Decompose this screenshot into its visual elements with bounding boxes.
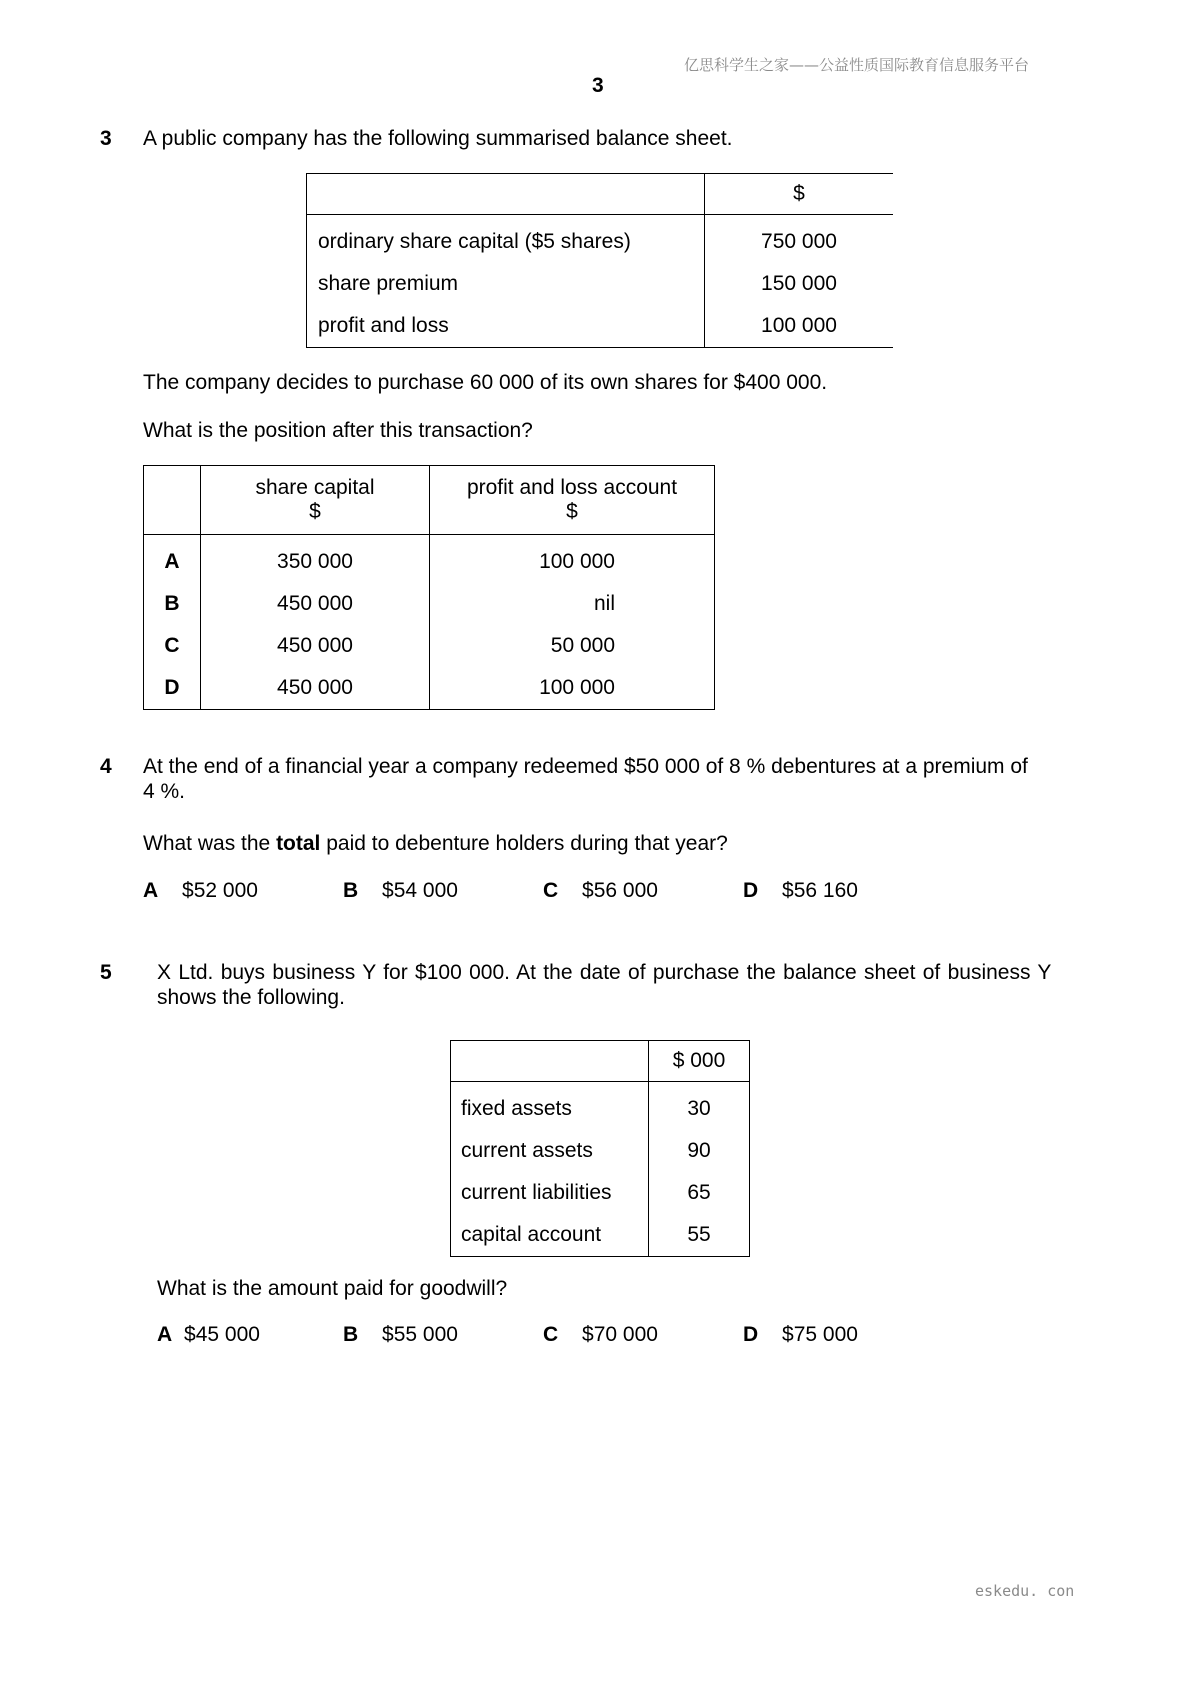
table-header-cell bbox=[144, 466, 201, 535]
question-4-number: 4 bbox=[100, 755, 112, 778]
option-row-c bbox=[144, 625, 715, 667]
question-4-question-emphasis: total bbox=[276, 832, 321, 855]
option-row-a bbox=[144, 535, 715, 584]
table-header-cell bbox=[307, 174, 705, 215]
q4-option-a[interactable] bbox=[143, 879, 258, 903]
table-row bbox=[451, 1172, 750, 1214]
table-cell: 350 000 bbox=[201, 535, 430, 584]
option-value: $75 000 bbox=[782, 1323, 858, 1346]
share-capital-header: share capital bbox=[255, 476, 375, 499]
table-cell: 450 000 bbox=[201, 583, 430, 625]
option-letter: C bbox=[144, 625, 201, 667]
option-letter: D bbox=[144, 667, 201, 710]
profit-loss-unit: $ bbox=[566, 500, 578, 523]
table-row bbox=[307, 263, 894, 305]
table-cell: 100 000 bbox=[539, 676, 615, 699]
option-value: $45 000 bbox=[184, 1323, 260, 1346]
option-value: $55 000 bbox=[382, 1323, 458, 1346]
table-header-cell: $ bbox=[705, 174, 894, 215]
option-letter: A bbox=[144, 535, 201, 584]
option-row-b bbox=[144, 583, 715, 625]
table-header-row bbox=[307, 174, 894, 215]
table-header-row bbox=[451, 1041, 750, 1082]
option-value: $54 000 bbox=[382, 879, 458, 902]
option-value: $56 160 bbox=[782, 879, 858, 902]
question-3-text: The company decides to purchase 60 000 of its own shares for $400 000. bbox=[143, 371, 828, 394]
table-row bbox=[451, 1082, 750, 1131]
question-3-number: 3 bbox=[100, 127, 112, 150]
question-3-question: What is the position after this transaction? bbox=[143, 419, 533, 442]
table-cell: 55 bbox=[687, 1223, 711, 1246]
option-letter: C bbox=[543, 1323, 559, 1346]
table-header-cell bbox=[451, 1041, 649, 1082]
table-cell: 50 000 bbox=[550, 634, 615, 657]
table-cell: share premium bbox=[307, 263, 705, 305]
table-cell: 65 bbox=[687, 1181, 711, 1204]
question-5-stem-line2: shows the following. bbox=[157, 986, 345, 1009]
q5-option-c[interactable] bbox=[543, 1323, 658, 1347]
table-cell: 450 000 bbox=[201, 625, 430, 667]
table-cell: 100 000 bbox=[705, 305, 894, 348]
question-5-stem-line1: X Ltd. buys business Y for $100 000. At the date of purchase the balance sheet of business Y bbox=[157, 961, 1052, 984]
q4-option-d[interactable] bbox=[743, 879, 858, 903]
option-value: $56 000 bbox=[582, 879, 658, 902]
table-header-row bbox=[144, 466, 715, 535]
table-cell: 30 bbox=[687, 1097, 711, 1120]
option-value: $52 000 bbox=[182, 879, 258, 902]
table-cell: 90 bbox=[687, 1139, 711, 1162]
q5-option-a[interactable] bbox=[157, 1323, 260, 1347]
q3-answer-table bbox=[143, 465, 715, 710]
option-letter: D bbox=[743, 1323, 759, 1346]
question-3-stem: A public company has the following summarised balance sheet. bbox=[143, 127, 733, 150]
page-number: 3 bbox=[592, 74, 604, 97]
q4-option-b[interactable] bbox=[343, 879, 458, 903]
question-4-stem-line1: At the end of a financial year a company redeemed $50 000 of 8 % debentures at a premium of bbox=[143, 755, 1028, 778]
table-cell: nil bbox=[593, 592, 615, 615]
table-row bbox=[307, 215, 894, 264]
table-cell: capital account bbox=[451, 1214, 649, 1257]
table-row bbox=[451, 1214, 750, 1257]
table-header-cell: $ 000 bbox=[649, 1041, 750, 1082]
option-value: $70 000 bbox=[582, 1323, 658, 1346]
question-4-stem-line2: 4 %. bbox=[143, 780, 186, 803]
table-cell: profit and loss bbox=[307, 305, 705, 348]
question-4-question bbox=[143, 832, 728, 856]
question-4-question-part2: paid to debenture holders during that year? bbox=[320, 832, 728, 855]
profit-loss-header: profit and loss account bbox=[466, 476, 678, 499]
header-watermark: 亿思科学生之家——公益性质国际教育信息服务平台 bbox=[684, 56, 1030, 74]
question-4-question-part1: What was the bbox=[143, 832, 277, 855]
q5-option-d[interactable] bbox=[743, 1323, 858, 1347]
table-cell: 100 000 bbox=[539, 550, 615, 573]
option-letter: A bbox=[157, 1323, 173, 1346]
q5-option-b[interactable] bbox=[343, 1323, 458, 1347]
share-capital-unit: $ bbox=[309, 500, 321, 523]
footer-watermark: eskedu. con bbox=[975, 1582, 1075, 1600]
option-letter: D bbox=[743, 879, 759, 902]
q3-balance-sheet-table bbox=[306, 173, 893, 348]
question-5-question: What is the amount paid for goodwill? bbox=[157, 1277, 508, 1300]
table-header-cell bbox=[430, 466, 715, 535]
option-letter: B bbox=[343, 1323, 359, 1346]
table-cell: 150 000 bbox=[761, 272, 837, 295]
table-cell: ordinary share capital ($5 shares) bbox=[307, 215, 705, 264]
q4-option-c[interactable] bbox=[543, 879, 658, 903]
option-letter: B bbox=[343, 879, 359, 902]
table-row bbox=[451, 1130, 750, 1172]
option-letter: B bbox=[144, 583, 201, 625]
table-cell: 450 000 bbox=[201, 667, 430, 710]
table-row bbox=[307, 305, 894, 348]
table-cell: 750 000 bbox=[761, 230, 837, 253]
table-cell: current assets bbox=[451, 1130, 649, 1172]
table-header-cell bbox=[201, 466, 430, 535]
table-cell: fixed assets bbox=[451, 1082, 649, 1131]
option-letter: C bbox=[543, 879, 559, 902]
question-5-number: 5 bbox=[100, 961, 112, 984]
table-cell: current liabilities bbox=[451, 1172, 649, 1214]
option-letter: A bbox=[143, 879, 159, 902]
q5-balance-sheet-table bbox=[450, 1040, 750, 1257]
option-row-d bbox=[144, 667, 715, 710]
